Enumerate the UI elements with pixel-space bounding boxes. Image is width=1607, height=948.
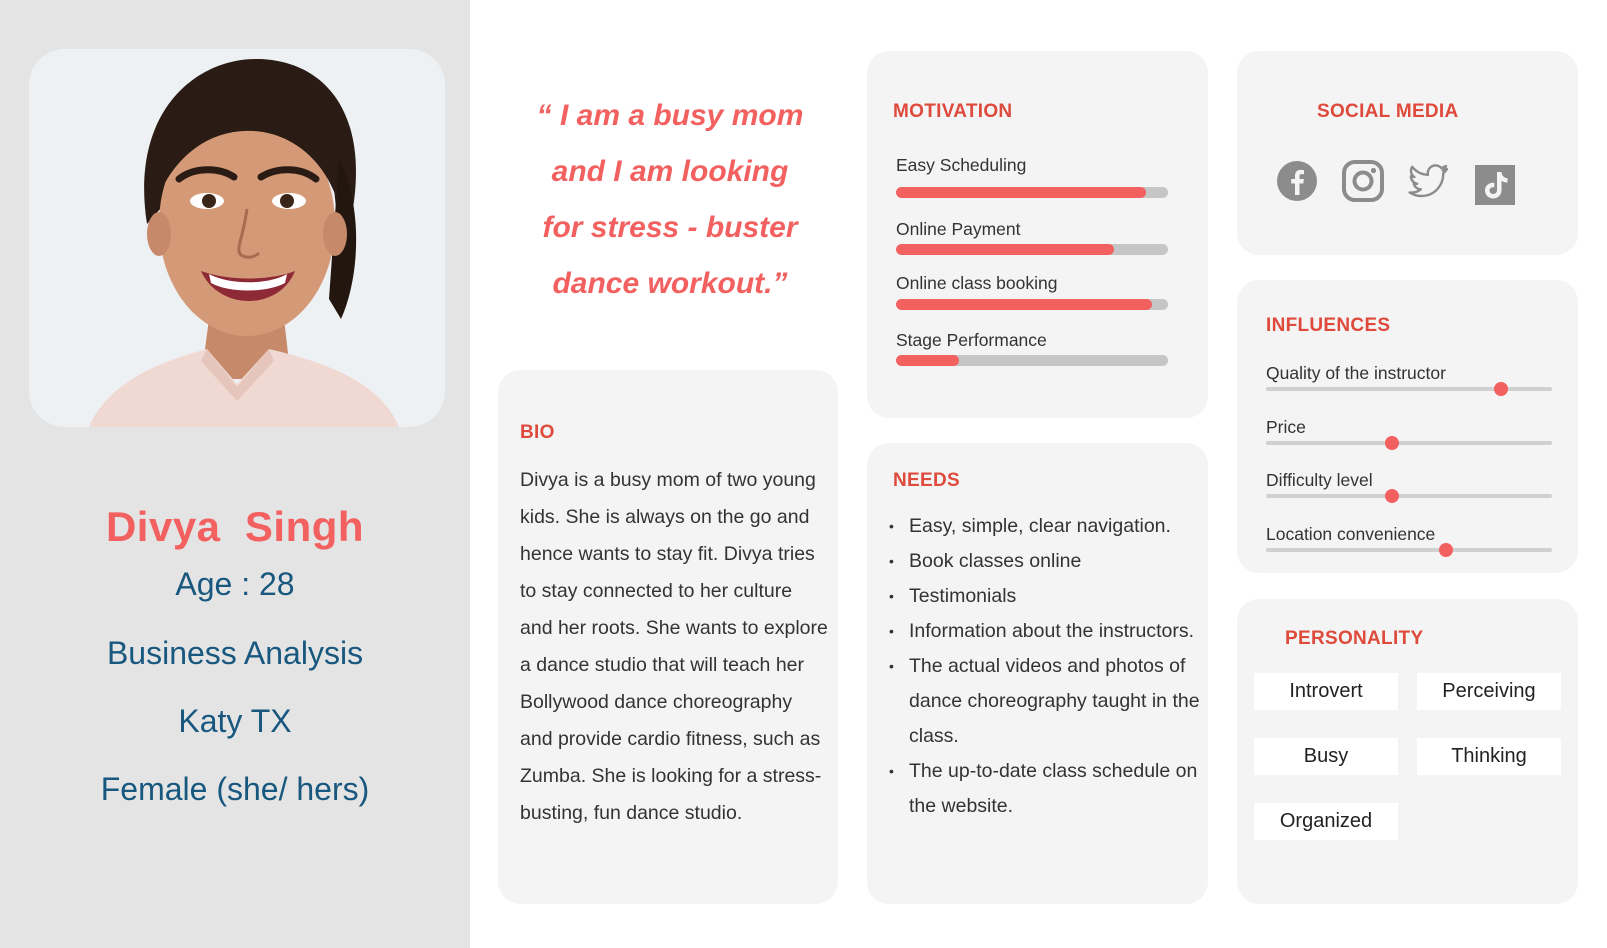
influence-slider-dot bbox=[1385, 436, 1399, 450]
personality-title: PERSONALITY bbox=[1285, 628, 1424, 649]
personality-tag: Perceiving bbox=[1417, 673, 1561, 710]
persona-location: Katy TX bbox=[178, 703, 292, 739]
influence-label: Difficulty level bbox=[1266, 470, 1373, 490]
personality-tag: Introvert bbox=[1254, 673, 1398, 710]
list-item: • The up-to-date class schedule on the website. bbox=[889, 754, 1209, 824]
influence-label: Quality of the instructor bbox=[1266, 363, 1446, 383]
influence-slider bbox=[1266, 387, 1552, 391]
motivation-bar-fill bbox=[896, 187, 1146, 198]
portrait-illustration bbox=[29, 49, 445, 427]
influences-title: INFLUENCES bbox=[1266, 315, 1391, 336]
bio-text: Divya is a busy mom of two young kids. She is always on the go and hence wants to stay fit. Divya tries to stay connected to her culture and her roots. She wants to explore a dance studio that will teach her Bollywood dance choreography and provide cardio fitness, such as Zumba. She is looking for a stress-busting, fun dance studio. bbox=[520, 469, 828, 824]
persona-quote bbox=[510, 88, 830, 312]
motivation-label: Easy Scheduling bbox=[896, 155, 1027, 175]
influence-slider-dot bbox=[1439, 543, 1453, 557]
social-media-card bbox=[1237, 51, 1578, 255]
influence-label: Location convenience bbox=[1266, 524, 1436, 544]
social-media-title: SOCIAL MEDIA bbox=[1317, 101, 1459, 122]
needs-list bbox=[889, 509, 1209, 824]
personality-tag: Thinking bbox=[1417, 738, 1561, 775]
influences-card bbox=[1237, 280, 1578, 573]
quote-line: “ I am a busy mom bbox=[536, 99, 804, 132]
persona-occupation: Business Analysis bbox=[106, 635, 364, 671]
influence-slider-dot bbox=[1385, 489, 1399, 503]
motivation-card bbox=[867, 51, 1208, 418]
list-item: • Information about the instructors. bbox=[889, 614, 1209, 649]
instagram-icon[interactable] bbox=[1341, 159, 1385, 203]
personality-card bbox=[1237, 599, 1578, 904]
influence-slider-dot bbox=[1494, 382, 1508, 396]
influence-slider bbox=[1266, 441, 1552, 445]
motivation-bar-track bbox=[896, 244, 1168, 255]
list-item: • Testimonials bbox=[889, 579, 1209, 614]
motivation-label: Online class booking bbox=[896, 273, 1058, 293]
motivation-bar-fill bbox=[896, 299, 1152, 310]
needs-title: NEEDS bbox=[893, 470, 960, 491]
profile-panel bbox=[0, 0, 470, 948]
tiktok-icon[interactable] bbox=[1473, 163, 1517, 207]
list-item: • Book classes online bbox=[889, 544, 1209, 579]
bio-card bbox=[498, 370, 838, 904]
facebook-icon[interactable] bbox=[1275, 159, 1319, 203]
persona-age: Age : 28 bbox=[175, 566, 295, 602]
list-item: • The actual videos and photos of dance choreography taught in the class. bbox=[889, 649, 1209, 754]
list-item: • Easy, simple, clear navigation. bbox=[889, 509, 1209, 544]
motivation-bar-fill bbox=[896, 244, 1114, 255]
motivation-bar-track bbox=[896, 299, 1168, 310]
bio-title: BIO bbox=[520, 422, 555, 443]
profile-photo bbox=[29, 49, 445, 427]
needs-card bbox=[867, 443, 1208, 904]
quote-line: dance workout.” bbox=[552, 267, 788, 300]
social-icons bbox=[1275, 159, 1525, 209]
influence-slider bbox=[1266, 494, 1552, 498]
motivation-label: Online Payment bbox=[896, 219, 1021, 239]
motivation-bar-fill bbox=[896, 355, 959, 366]
persona-name: Divya Singh bbox=[105, 503, 365, 550]
twitter-icon[interactable] bbox=[1407, 159, 1451, 203]
persona-gender: Female (she/ hers) bbox=[100, 771, 370, 807]
personality-tag: Busy bbox=[1254, 738, 1398, 775]
personality-tag: Organized bbox=[1254, 803, 1398, 840]
influence-label: Price bbox=[1266, 417, 1306, 437]
quote-line: for stress - buster bbox=[542, 211, 798, 244]
influence-slider bbox=[1266, 548, 1552, 552]
motivation-label: Stage Performance bbox=[896, 330, 1047, 350]
motivation-bar-track bbox=[896, 355, 1168, 366]
quote-line: and I am looking bbox=[551, 155, 789, 188]
motivation-bar-track bbox=[896, 187, 1168, 198]
motivation-title: MOTIVATION bbox=[893, 101, 1013, 122]
